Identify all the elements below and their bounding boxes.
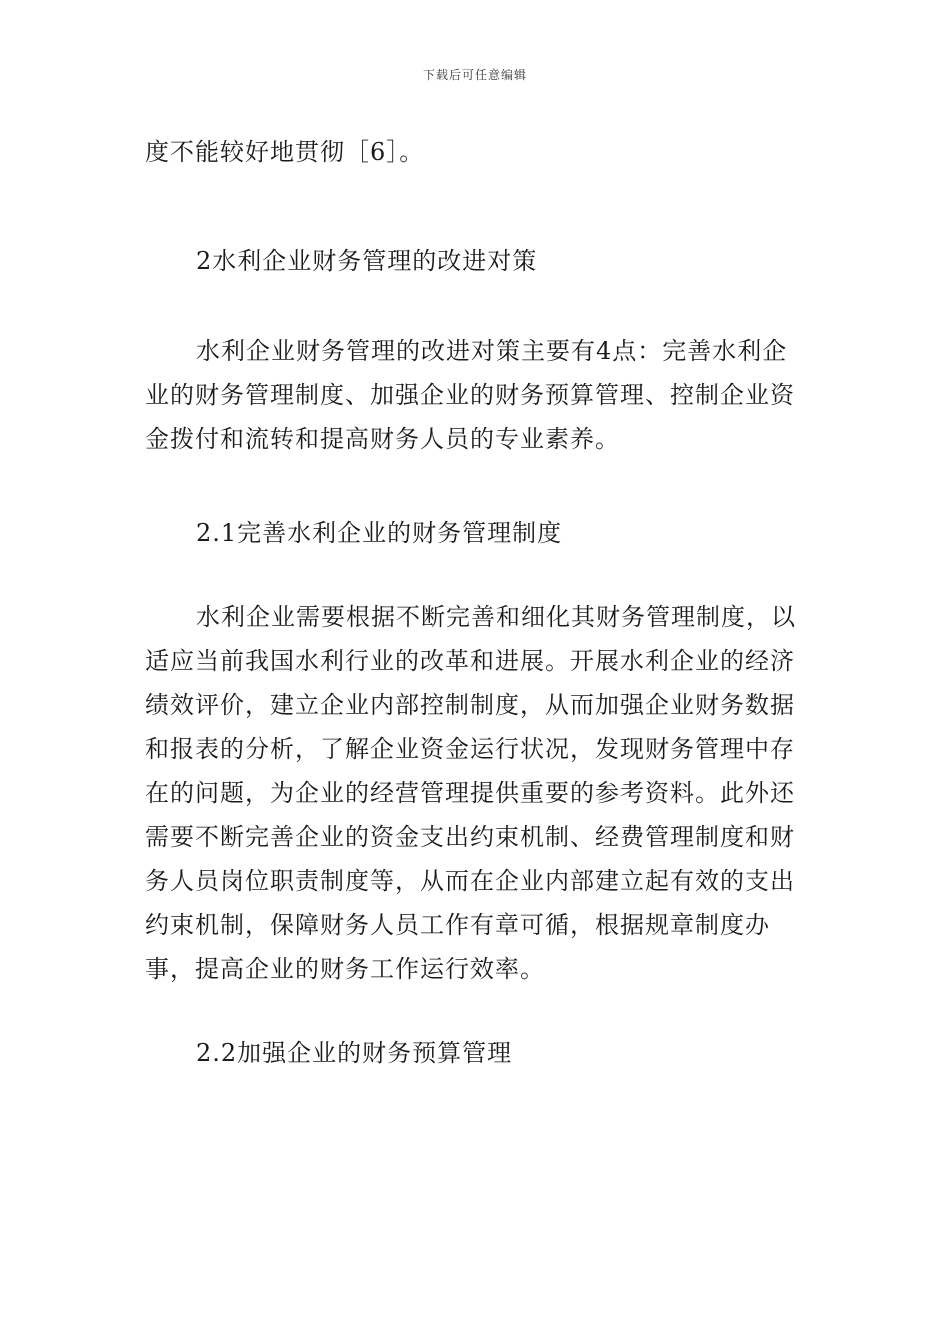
section-2-heading: 2水利企业财务管理的改进对策 bbox=[196, 247, 538, 275]
page-header-note: 下载后可任意编辑 bbox=[422, 68, 527, 82]
section-2-1-paragraph: 水利企业需要根据不断完善和细化其财务管理制度，以适应当前我国水利行业的改革和进展。开展水利企业的经济绩效评价，建立企业内部控制制度，从而加强企业财务数据和报表的分析，了解企业资金运行状况，发现财务管理中存在的问题，为企业的经营管理提供重要的参考资料。此外还需要不断完善企业的资金支出约束机制、经费管理制度和财务人员岗位职责制度等，从而在企业内部建立起有效的支出约束机制，保障财务人员工作有章可循，根据规章制度办事，提高企业的财务工作运行效率。 bbox=[145, 603, 796, 983]
section-2-paragraph: 水利企业财务管理的改进对策主要有4点：完善水利企业的财务管理制度、加强企业的财务预算管理、控制企业资金拨付和流转和提高财务人员的专业素养。 bbox=[145, 337, 795, 453]
section-2-1-heading: 2.1完善水利企业的财务管理制度 bbox=[196, 519, 563, 547]
section-2-2-heading: 2.2加强企业的财务预算管理 bbox=[196, 1039, 513, 1067]
continuation-paragraph: 度不能较好地贯彻［6］。 bbox=[145, 138, 425, 166]
document-body bbox=[145, 130, 810, 1075]
